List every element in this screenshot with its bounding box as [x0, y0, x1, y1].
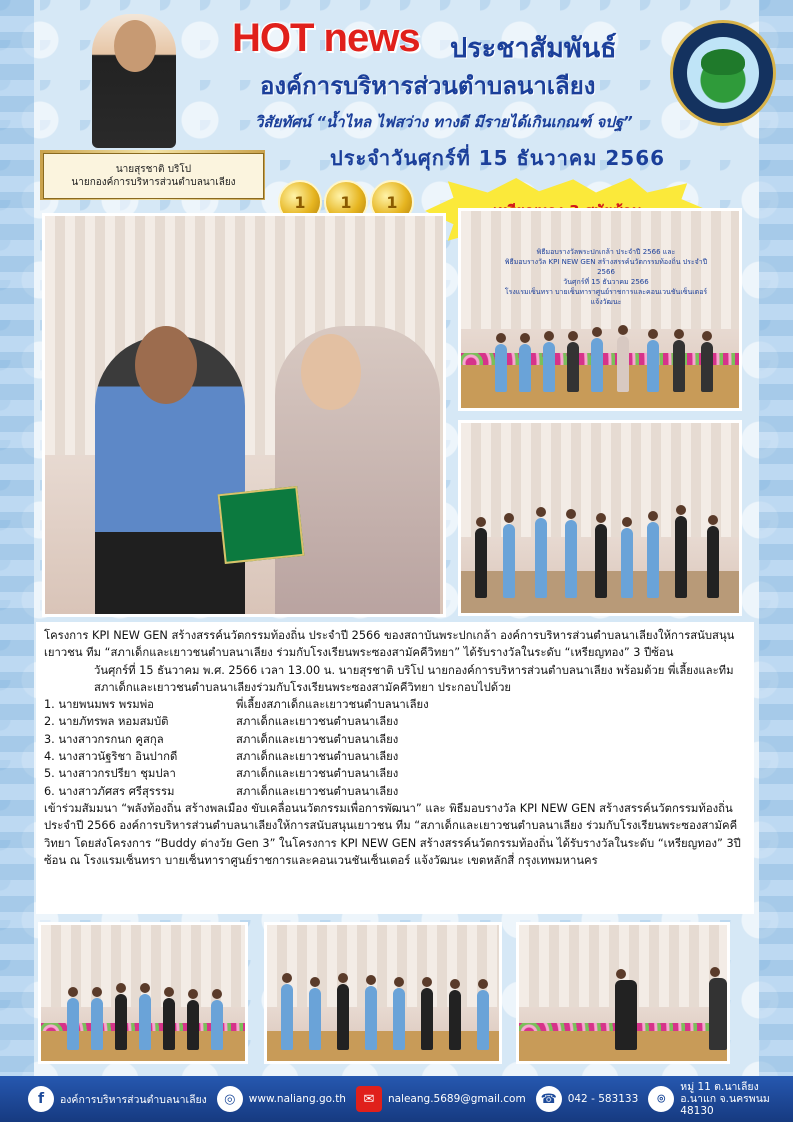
member-role: สภาเด็กและเยาวชนตำบลนาเลียง [236, 715, 399, 729]
member-name: 2. นายภัทรพล หอมสมบัติ [44, 715, 169, 729]
photo-person [647, 522, 659, 598]
photo-person [567, 342, 579, 392]
list-item [44, 696, 746, 713]
article-paragraph-2: วันศุกร์ที่ 15 ธันวาคม พ.ศ. 2566 เวลา 13.00 น. นายสุรชาติ บริโป นายกองค์การบริหารส่วนตำบลนาเลียง พร้อมด้วย พี่เลี้ยงและทีมสภาเด็กและเยาวชนตำบลนาเลียงร่วมกับโรงเรียนพระซองสามัคคีวิทยา ประกอบไปด้วย [94, 663, 734, 694]
main-award-photo [42, 213, 446, 617]
facebook-icon: f [28, 1086, 54, 1112]
member-role: พี่เลี้ยงสภาเด็กและเยาวชนตำบลนาเลียง [236, 698, 429, 712]
photo-person-mayor-head [135, 326, 197, 404]
photo-person [139, 994, 151, 1050]
medal-disc: 1 [370, 180, 414, 224]
banner-line-1: พิธีมอบรางวัลพระปกเกล้า ประจำปี 2566 และ [536, 248, 676, 256]
photo-person [709, 978, 727, 1050]
photo-person [477, 990, 489, 1050]
address-block [680, 1081, 770, 1117]
photo-banner-text [501, 247, 711, 307]
footer-email[interactable] [356, 1086, 526, 1112]
footer-website[interactable] [217, 1086, 346, 1112]
photo-person [565, 520, 577, 598]
right-border-pattern [759, 0, 793, 1122]
phone-icon: ☎ [536, 1086, 562, 1112]
photo-person [595, 524, 607, 598]
photo-person [615, 980, 637, 1050]
left-border-pattern [0, 0, 34, 1122]
photo-person [675, 516, 687, 598]
photo-person [617, 336, 629, 392]
facebook-label: องค์การบริหารส่วนตำบลนาเลียง [60, 1093, 207, 1106]
photo-person [621, 528, 633, 598]
photo-person [91, 998, 103, 1050]
group-photo-stage [458, 208, 742, 411]
medal-disc: 1 [278, 180, 322, 224]
mayor-portrait-face [114, 20, 156, 72]
photo-certificate [218, 486, 305, 564]
photo-person [519, 344, 531, 392]
mail-icon: ✉ [356, 1086, 382, 1112]
photo-person [337, 984, 349, 1050]
banner-line-3: วันศุกร์ที่ 15 ธันวาคม 2566 [563, 278, 649, 286]
address-line-3: 48130 [680, 1105, 714, 1117]
list-item [44, 713, 746, 730]
bottom-photo-3 [516, 922, 730, 1064]
photo-floor [267, 1031, 499, 1061]
photo-person [449, 990, 461, 1050]
photo-person [211, 1000, 223, 1050]
member-role: สภาเด็กและเยาวชนตำบลนาเลียง [236, 767, 399, 781]
photo-person [365, 986, 377, 1050]
nameplate-name: นายสุรชาติ บริโป [115, 164, 192, 175]
nameplate-inner [43, 153, 264, 199]
nameplate-position: นายกองค์การบริหารส่วนตำบลนาเลียง [71, 177, 236, 188]
member-name: 5. นางสาวกรปรียา ชุมปลา [44, 767, 176, 781]
photo-person [281, 984, 293, 1050]
list-item [44, 765, 746, 782]
photo-person [503, 524, 515, 598]
banner-line-2: พิธีมอบรางวัล KPI NEW GEN สร้างสรรค์นวัตกรรมท้องถิ่น ประจำปี 2566 [504, 258, 708, 276]
banner-line-4: โรงแรมเซ็นทรา บายเซ็นทาราศูนย์ราชการและคอนเวนชันเซ็นเตอร์ แจ้งวัฒนะ [504, 288, 708, 306]
footer-phone[interactable] [536, 1086, 639, 1112]
member-name: 6. นางสาวภัศสร ศรีสุรรรม [44, 784, 175, 798]
photo-person [591, 338, 603, 392]
photo-person [187, 1000, 199, 1050]
photo-person [163, 998, 175, 1050]
photo-person [701, 342, 713, 392]
member-list [44, 696, 746, 800]
address-line-2: อ.นาแก จ.นครพนม [680, 1093, 770, 1105]
photo-person [647, 340, 659, 392]
organization-logo [670, 20, 776, 126]
photo-person [421, 988, 433, 1050]
footer-facebook[interactable] [28, 1086, 207, 1112]
member-name: 3. นางสาวกรกนก คูสกุล [44, 732, 164, 746]
medal-disc: 1 [324, 180, 368, 224]
photo-person [115, 994, 127, 1050]
title-public-relations: ประชาสัมพันธ์ [450, 33, 617, 64]
photo-person-presenter-head [301, 334, 361, 410]
photo-person [309, 988, 321, 1050]
bottom-photo-2 [264, 922, 502, 1064]
mayor-nameplate [40, 150, 265, 200]
article-paragraph-1: โครงการ KPI NEW GEN สร้างสรรค์นวัตกรรมท้องถิ่น ประจำปี 2566 ของสถาบันพระปกเกล้า องค์การบริหารส่วนตำบลนาเลียงให้การสนับสนุนเยาวชน ทีม “สภาเด็กและเยาวชนตำบลนาเลียง ร่วมกับโรงเรียนพระซองสามัคคีวิทยา” ได้รับรางวัลในระดับ “เหรียญทอง” 3 ปีซ้อน [44, 629, 735, 660]
photo-person [673, 340, 685, 392]
article-paragraph-3: เข้าร่วมสัมมนา “พลังท้องถิ่น สร้างพลเมือง ขับเคลื่อนนวัตกรรมเพื่อการพัฒนา” และ พิธีมอบรางวัล KPI NEW GEN สร้างสรรค์นวัตกรรมท้องถิ่น ประจำปี 2566 องค์การบริหารส่วนตำบลนาเลียงให้การสนับสนุนเยาวชน ทีม “สภาเด็กและเยาวชนตำบลนาเลียง ร่วมกับโรงเรียนพระซองสามัคคีวิทยา โดยส่งโครงการ “Buddy ต่างวัย Gen 3” ในโครงการ KPI NEW GEN สร้างสรรค์นวัตกรรมท้องถิ่น ได้รับรางวัลในระดับ “เหรียญทอง” 3ปีซ้อน ณ โรงแรมเซ็นทรา บายเซ็นทาราศูนย์ราชการและคอนเวนชันเซ็นเตอร์ แจ้งวัฒนะ เขตหลักสี่ กรุงเทพมหานคร [44, 801, 741, 867]
photo-person [475, 528, 487, 598]
logo-tree-icon [701, 49, 745, 75]
location-pin-icon: ⌾ [648, 1086, 674, 1112]
photo-person [67, 998, 79, 1050]
footer-address [648, 1081, 770, 1117]
photo-curtain [267, 925, 499, 1007]
photo-person [535, 518, 547, 598]
photo-person [393, 988, 405, 1050]
bottom-photo-1 [38, 922, 248, 1064]
email-label: naleang.5689@gmail.com [387, 1093, 526, 1105]
globe-icon: ◎ [217, 1086, 243, 1112]
issue-date: ประจำวันศุกร์ที่ 15 ธันวาคม 2566 [330, 146, 666, 170]
member-name: 1. นายพนมพร พรมพ่อ [44, 698, 154, 712]
address-line-1: หมู่ 11 ต.นาเลียง [680, 1081, 759, 1093]
vision-statement: วิสัยทัศน์ “น้ำไหล ไฟสว่าง ทางดี มีรายได้เกินเกณฑ์ จปฐ” [255, 113, 633, 131]
list-item [44, 731, 746, 748]
title-hot-news: HOT news [232, 16, 420, 60]
member-name: 4. นางสาวนัฐริชา อินปากดี [44, 750, 178, 764]
group-photo-hall [458, 420, 742, 616]
photo-person [543, 342, 555, 392]
photo-person [707, 526, 719, 598]
member-role: สภาเด็กและเยาวชนตำบลนาเลียง [236, 750, 399, 764]
footer-contact-bar [0, 1076, 793, 1122]
website-label: www.naliang.go.th [248, 1093, 346, 1105]
list-item [44, 748, 746, 765]
list-item [44, 783, 746, 800]
title-organization: องค์การบริหารส่วนตำบลนาเลียง [260, 72, 596, 100]
member-role: สภาเด็กและเยาวชนตำบลนาเลียง [236, 732, 399, 746]
member-role: สภาเด็กและเยาวชนตำบลนาเลียง [236, 784, 399, 798]
photo-person [495, 344, 507, 392]
phone-label: 042 - 583133 [567, 1093, 639, 1105]
article-body [36, 622, 754, 914]
